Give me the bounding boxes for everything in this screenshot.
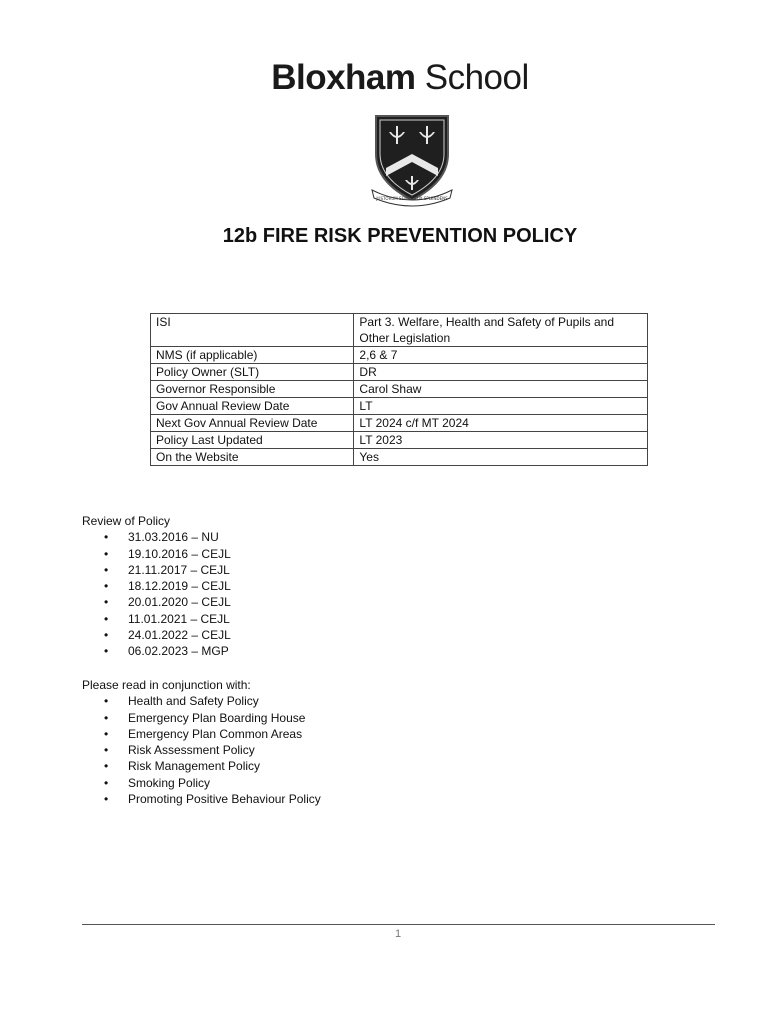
metadata-value: LT 2023 — [354, 432, 648, 449]
list-item-text: Health and Safety Policy — [128, 694, 259, 709]
bullet-icon: • — [104, 562, 109, 577]
list-item-text: 20.01.2020 – CEJL — [128, 595, 231, 610]
metadata-value: 2,6 & 7 — [354, 347, 648, 364]
list-item-text: Promoting Positive Behaviour Policy — [128, 792, 321, 807]
metadata-row — [151, 432, 648, 449]
bullet-icon: • — [104, 546, 109, 561]
review-heading: Review of Policy — [82, 514, 171, 528]
list-item — [82, 578, 231, 594]
crest-motto: JUSTORUM SEMITA LUX SPLENDENS — [376, 196, 448, 201]
policy-metadata-table — [150, 313, 648, 466]
bullet-icon: • — [104, 694, 109, 709]
list-item — [82, 726, 321, 742]
list-item — [82, 562, 231, 578]
list-item — [82, 546, 231, 562]
list-item-text: 19.10.2016 – CEJL — [128, 546, 231, 561]
school-name-bold: Bloxham — [271, 58, 416, 97]
list-item-text: 21.11.2017 – CEJL — [128, 562, 230, 577]
metadata-row — [151, 314, 648, 347]
metadata-key: Policy Owner (SLT) — [151, 364, 354, 381]
list-item — [82, 529, 231, 545]
bullet-icon: • — [104, 579, 109, 594]
metadata-value: LT 2024 c/f MT 2024 — [354, 415, 648, 432]
metadata-key: Next Gov Annual Review Date — [151, 415, 354, 432]
list-item-text: Risk Management Policy — [128, 759, 261, 774]
related-policies-heading: Please read in conjunction with: — [82, 678, 251, 692]
list-item — [82, 775, 321, 791]
list-item-text: Risk Assessment Policy — [128, 743, 255, 758]
document-title: 12b FIRE RISK PREVENTION POLICY — [222, 225, 578, 247]
review-section — [82, 513, 231, 660]
metadata-key: Gov Annual Review Date — [151, 398, 354, 415]
metadata-row — [151, 364, 648, 381]
metadata-row — [151, 398, 648, 415]
bullet-icon: • — [104, 530, 109, 545]
list-item-text: Emergency Plan Boarding House — [128, 710, 306, 725]
list-item — [82, 594, 231, 610]
bullet-icon: • — [104, 743, 109, 758]
school-crest-icon — [370, 110, 454, 210]
metadata-key: NMS (if applicable) — [151, 347, 354, 364]
list-item-text: 24.01.2022 – CEJL — [128, 628, 231, 643]
metadata-key: ISI — [151, 314, 354, 347]
list-item — [82, 791, 321, 807]
bullet-icon: • — [104, 611, 109, 626]
metadata-row — [151, 415, 648, 432]
list-item-text: 31.03.2016 – NU — [128, 530, 219, 545]
metadata-value: Yes — [354, 449, 648, 466]
review-list — [82, 529, 231, 659]
bullet-icon: • — [104, 792, 109, 807]
metadata-value: Carol Shaw — [354, 381, 648, 398]
list-item-text: Smoking Policy — [128, 775, 211, 790]
list-item-text: 06.02.2023 – MGP — [128, 644, 229, 659]
metadata-key: Governor Responsible — [151, 381, 354, 398]
related-policies-section — [82, 677, 321, 807]
list-item — [82, 742, 321, 758]
list-item — [82, 758, 321, 774]
footer-divider — [82, 924, 715, 925]
bullet-icon: • — [104, 759, 109, 774]
metadata-value: LT — [354, 398, 648, 415]
school-name-light: School — [424, 58, 529, 97]
list-item — [82, 693, 321, 709]
metadata-row — [151, 347, 648, 364]
metadata-value: Part 3. Welfare, Health and Safety of Pupils and Other Legislation — [354, 314, 648, 347]
page-number: 1 — [394, 928, 402, 940]
metadata-key: On the Website — [151, 449, 354, 466]
related-policies-list — [82, 693, 321, 807]
metadata-value: DR — [354, 364, 648, 381]
list-item — [82, 710, 321, 726]
list-item-text: 11.01.2021 – CEJL — [128, 611, 230, 626]
metadata-key: Policy Last Updated — [151, 432, 354, 449]
metadata-row — [151, 381, 648, 398]
bullet-icon: • — [104, 595, 109, 610]
metadata-row — [151, 449, 648, 466]
bullet-icon: • — [104, 644, 109, 659]
list-item — [82, 643, 231, 659]
bullet-icon: • — [104, 710, 109, 725]
list-item-text: Emergency Plan Common Areas — [128, 726, 303, 741]
list-item — [82, 611, 231, 627]
bullet-icon: • — [104, 726, 109, 741]
bullet-icon: • — [104, 628, 109, 643]
list-item — [82, 627, 231, 643]
bullet-icon: • — [104, 775, 109, 790]
school-logo-wordmark — [0, 58, 770, 98]
list-item-text: 18.12.2019 – CEJL — [128, 579, 231, 594]
